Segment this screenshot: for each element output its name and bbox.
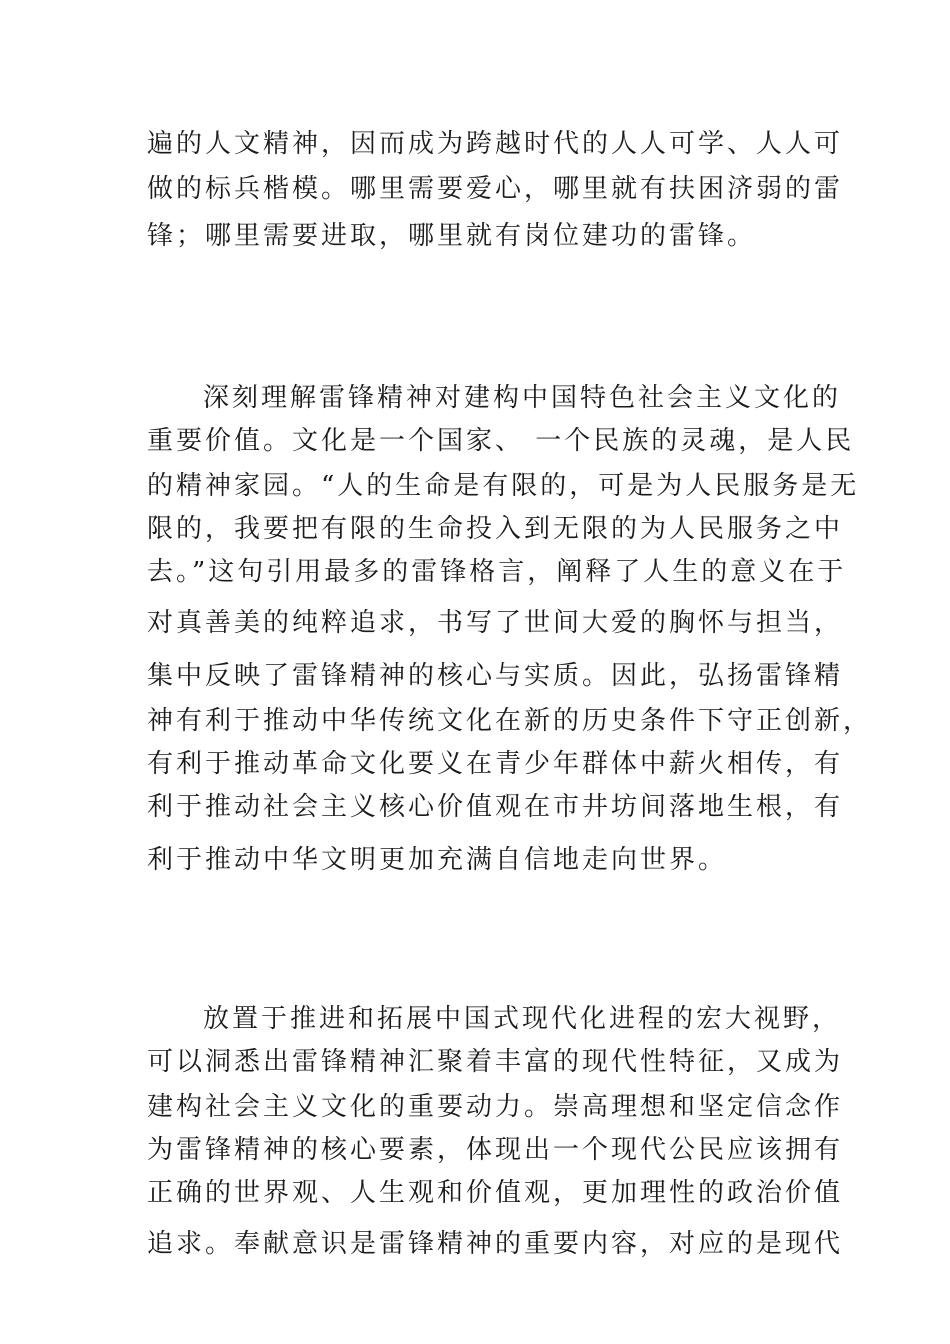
text-line: 重要价值。文化是一个国家、 一个民族的灵魂，是人民 [147, 426, 855, 456]
text-line: 可以洞悉出雷锋精神汇聚着丰富的现代性特征，又成为 [147, 1047, 844, 1077]
text-line: 遍的人文精神，因而成为跨越时代的人人可学、人人可 [147, 129, 844, 159]
text-line: 锋；哪里需要进取，哪里就有岗位建功的雷锋。 [147, 221, 757, 251]
text-line: 利于推动社会主义核心价值观在市井坊间落地生根，有 [147, 792, 844, 822]
text-line: 做的标兵楷模。哪里需要爱心，哪里就有扶困济弱的雷 [147, 174, 844, 204]
text-line: 为雷锋精神的核心要素，体现出一个现代公民应该拥有 [147, 1135, 844, 1165]
text-line: 集中反映了雷锋精神的核心与实质。因此，弘扬雷锋精 [147, 661, 844, 691]
text-line: 放置于推进和拓展中国式现代化进程的宏大视野， [203, 1004, 842, 1034]
text-line: 正确的世界观、人生观和价值观，更加理性的政治价值 [147, 1178, 844, 1208]
text-line: 建构社会主义文化的重要动力。崇高理想和坚定信念作 [147, 1092, 844, 1122]
text-line: 追求。奉献意识是雷锋精神的重要内容，对应的是现代 [147, 1229, 844, 1259]
text-line: 的精神家园。“人的生命是有限的，可是为人民服务是无 [147, 471, 860, 501]
text-line: 有利于推动革命文化要义在青少年群体中薪火相传，有 [147, 749, 844, 779]
text-line: 对真善美的纯粹追求，书写了世间大爱的胸怀与担当， [147, 608, 844, 638]
text-line: 限的，我要把有限的生命投入到无限的为人民服务之中 [147, 514, 844, 544]
text-line: 神有利于推动中华传统文化在新的历史条件下守正创新， [147, 706, 873, 736]
text-line: 利于推动中华文明更加充满自信地走向世界。 [147, 845, 728, 875]
text-line: 去。”这句引用最多的雷锋格言，阐释了人生的意义在于 [147, 557, 847, 587]
text-line: 深刻理解雷锋精神对建构中国特色社会主义文化的 [203, 383, 842, 413]
